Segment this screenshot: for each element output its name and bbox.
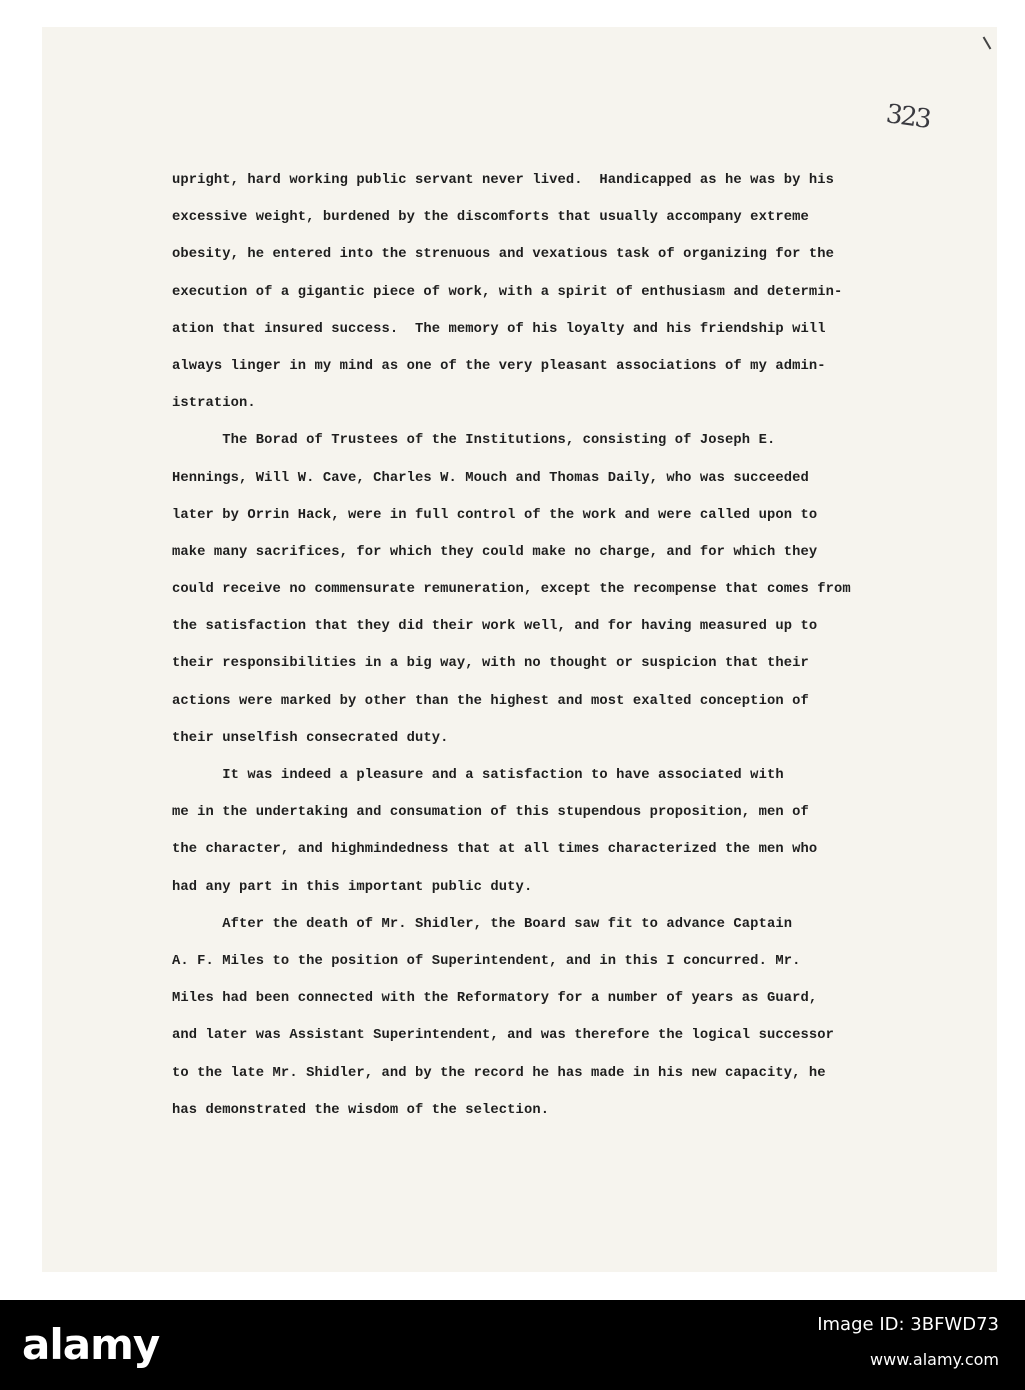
text-line: and later was Assistant Superintendent, and was therefore the logical successor <box>172 1028 834 1044</box>
text-line: After the death of Mr. Shidler, the Board saw fit to advance Captain <box>172 916 793 932</box>
text-line: make many sacrifices, for which they could make no charge, and for which they <box>172 544 818 560</box>
alamy-logo[interactable]: alamy <box>22 1320 160 1369</box>
text-line: me in the undertaking and consumation of this stupendous proposition, men of <box>172 805 809 821</box>
text-line: actions were marked by other than the highest and most exalted conception of <box>172 693 809 709</box>
text-line: their responsibilities in a big way, with no thought or suspicion that their <box>172 656 809 672</box>
text-line: later by Orrin Hack, were in full control of the work and were called upon to <box>172 507 818 523</box>
site-url[interactable]: www.alamy.com <box>870 1350 999 1369</box>
page-number: 323 <box>884 99 932 135</box>
text-line: the character, and highmindedness that at all times characterized the men who <box>172 842 818 858</box>
text-line: ation that insured success. The memory of his loyalty and his friendship will <box>172 321 826 337</box>
text-line: could receive no commensurate remuneration, except the recompense that comes from <box>172 582 851 598</box>
text-line: Miles had been connected with the Reformatory for a number of years as Guard, <box>172 991 818 1007</box>
text-line: A. F. Miles to the position of Superintendent, and in this I concurred. Mr. <box>172 953 801 969</box>
text-line: Hennings, Will W. Cave, Charles W. Mouch and Thomas Daily, who was succeeded <box>172 470 809 486</box>
text-line: always linger in my mind as one of the very pleasant associations of my admin- <box>172 358 826 374</box>
text-line: excessive weight, burdened by the discomforts that usually accompany extreme <box>172 210 809 226</box>
text-line: to the late Mr. Shidler, and by the record he has made in his new capacity, he <box>172 1065 826 1081</box>
text-line: istration. <box>172 396 256 412</box>
text-line: their unselfish consecrated duty. <box>172 730 449 746</box>
text-line: upright, hard working public servant never lived. Handicapped as he was by his <box>172 173 834 188</box>
text-line: It was indeed a pleasure and a satisfaction to have associated with <box>172 768 784 783</box>
text-line: has demonstrated the wisdom of the selection. <box>172 1102 550 1118</box>
text-line: The Borad of Trustees of the Institutions, consisting of Joseph E. <box>172 433 776 449</box>
text-line: the satisfaction that they did their work well, and for having measured up to <box>172 619 818 635</box>
typed-body-text <box>172 162 962 1129</box>
text-line: execution of a gigantic piece of work, with a spirit of enthusiasm and determin- <box>172 284 843 300</box>
text-line: had any part in this important public duty. <box>172 879 533 895</box>
text-line: obesity, he entered into the strenuous and vexatious task of organizing for the <box>172 247 834 263</box>
image-id: Image ID: 3BFWD73 <box>817 1314 999 1335</box>
